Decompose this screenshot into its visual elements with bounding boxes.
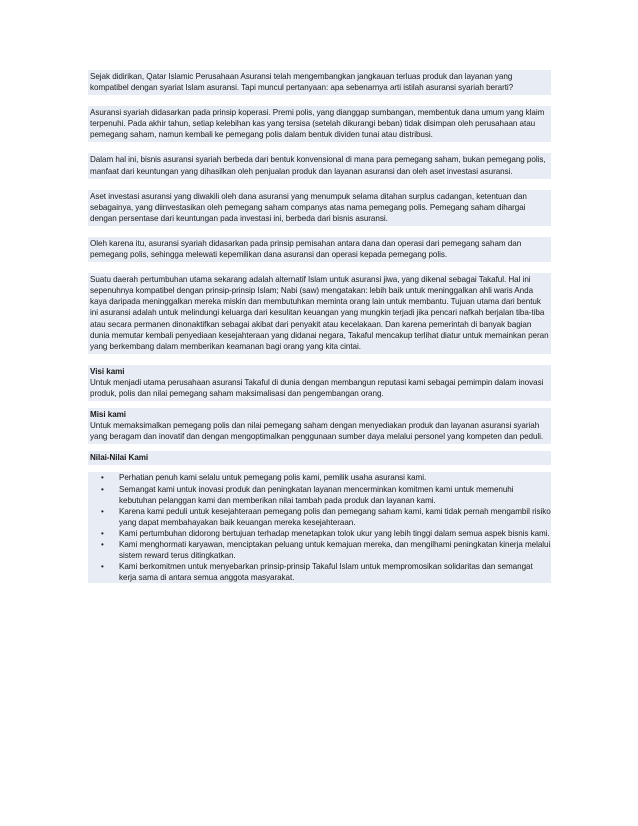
paragraph-spacer [88, 226, 551, 237]
list-item [88, 472, 551, 483]
paragraph-spacer [88, 142, 551, 153]
list-item [88, 561, 551, 583]
paragraph-conventional-difference: Dalam hal ini, bisnis asuransi syariah berbeda dari bentuk konvensional di mana para pemegang saham, bukan pemegang polis, manfaat dari keuntungan yang dihasilkan oleh penjualan produk dan layanan asuransi dan oleh aset investasi asuransi. [88, 153, 551, 178]
bullet-icon: • [101, 506, 104, 516]
vision-text: Untuk menjadi utama perusahaan asuransi Takaful di dunia dengan membangun reputasi kami sebagai pemimpin dalam inovasi produk, polis dan nilai pemegang saham maksimalisasi dan pengembangan orang. [90, 377, 544, 398]
list-item-text: Karena kami peduli untuk kesejahteraan pemegang polis dan pemegang saham kami, kami tidak pernah mengambil risiko yang dapat membahayakan baik keuangan mereka kesejahteraan. [119, 506, 551, 527]
bullet-icon: • [101, 484, 104, 494]
paragraph-spacer [88, 262, 551, 273]
mission-section [88, 408, 551, 444]
list-item [88, 506, 551, 528]
paragraph-investment-assets: Aset investasi asuransi yang diwakili oleh dana asuransi yang menumpuk selama ditahan surplus cadangan, ketentuan dan sebagainya, yang diinvestasikan oleh pemegang saham companys atas nama pemegang polis. Pemegang saham dihargai dengan persentase dari keuntungan pada investasi ini, berbeda dari bisnis asuransi. [88, 190, 551, 226]
bullet-icon: • [101, 528, 104, 538]
list-item [88, 528, 551, 539]
list-item-text: Kami berkomitmen untuk menyebarkan prinsip-prinsip Takaful Islam untuk mempromosikan solidaritas dan semangat kerja sama di antara semua anggota masyarakat. [119, 562, 533, 583]
bullet-icon: • [101, 562, 104, 572]
paragraph-cooperative-principle: Asuransi syariah didasarkan pada prinsip koperasi. Premi polis, yang dianggap sumbangan, membentuk dana umum yang klaim terpenuhi. Pada akhir tahun, setiap kelebihan kas yang tersisa (setelah dikurangi beban) tidak disimpan oleh perusahaan atau pemegang saham, namun kembali ke pemegang polis dalam bentuk dividen tunai atau distribusi. [88, 106, 551, 142]
list-item [88, 484, 551, 506]
mission-text: Untuk memaksimalkan pemegang polis dan nilai pemegang saham dengan menyediakan produk dan layanan asuransi syariah yang beragam dan inovatif dan dengan mengoptimalkan penggunaan sumber daya melalui personel yang kompeten dan peduli. [90, 421, 544, 442]
list-item [88, 539, 551, 561]
list-item-text: Perhatian penuh kami selalu untuk pemegang polis kami, pemilik usaha asuransi kami. [119, 473, 427, 483]
values-list [88, 472, 551, 583]
paragraph-spacer [88, 179, 551, 190]
list-item-text: Semangat kami untuk inovasi produk dan peningkatan layanan mencerminkan komitmen kami untuk memenuhi kebutuhan pelanggan kami dan memberikan nilai tambah pada produk dan layanan kami. [119, 484, 514, 505]
paragraph-separation-principle: Oleh karena itu, asuransi syariah didasarkan pada prinsip pemisahan antara dana dan operasi dari pemegang saham dan pemegang polis, sehingga melewati kepemilikan dana asuransi dan operasi kepada pemegang polis. [88, 237, 551, 262]
paragraph-intro: Sejak didirikan, Qatar Islamic Perusahaan Asuransi telah mengembangkan jangkauan terluas produk dan layanan yang kompatibel dengan syariat Islam asuransi. Tapi muncul pertanyaan: apa sebenarnya arti istilah asuransi syariah berarti? [88, 70, 551, 95]
list-item-text: Kami pertumbuhan didorong bertujuan terhadap menetapkan tolok ukur yang lebih tinggi dalam semua aspek bisnis kami. [119, 528, 550, 538]
paragraph-spacer [88, 444, 551, 451]
paragraph-takaful: Suatu daerah pertumbuhan utama sekarang adalah alternatif Islam untuk asuransi jiwa, yang dikenal sebagai Takaful. Hal ini sepenuhnya kompatibel dengan prinsip-prinsip Islam; Nabi (saw) mengatakan: lebih baik untuk meninggalkan ahli waris Anda kaya daripada meninggalkan mereka miskin dan membutuhkan meminta orang lain untuk membantu. Tujuan utama dari bentuk ini asuransi adalah untuk melindungi keluarga dari kesulitan keuangan yang mungkin terjadi jika pencari nafkah berjalan tiba-tiba atau secara permanen dinonaktifkan sebagai akibat dari penyakit atau kecelakaan. Dan karena pemerintah di banyak bagian dunia memutar kembali penyediaan kesejahteraan yang didanai negara, Takaful mencakup terlihat diatur untuk memainkan peran yang berkembang dalam memberikan keamanan bagi orang yang kita cintai. [88, 273, 551, 354]
mission-heading: Misi kami [90, 410, 126, 420]
list-item-text: Kami menghormati karyawan, menciptakan peluang untuk kemajuan mereka, dan mengilhami peningkatan kinerja melalui sistem reward terus ditingkatkan. [119, 540, 551, 561]
bullet-icon: • [101, 540, 104, 549]
values-heading: Nilai-Nilai Kami [88, 451, 551, 465]
paragraph-spacer [88, 354, 551, 365]
paragraph-spacer [88, 95, 551, 106]
vision-section [88, 365, 551, 401]
document-page [88, 70, 551, 583]
paragraph-spacer [88, 465, 551, 472]
bullet-icon: • [101, 473, 104, 483]
paragraph-spacer [88, 401, 551, 408]
vision-heading: Visi kami [90, 366, 125, 376]
